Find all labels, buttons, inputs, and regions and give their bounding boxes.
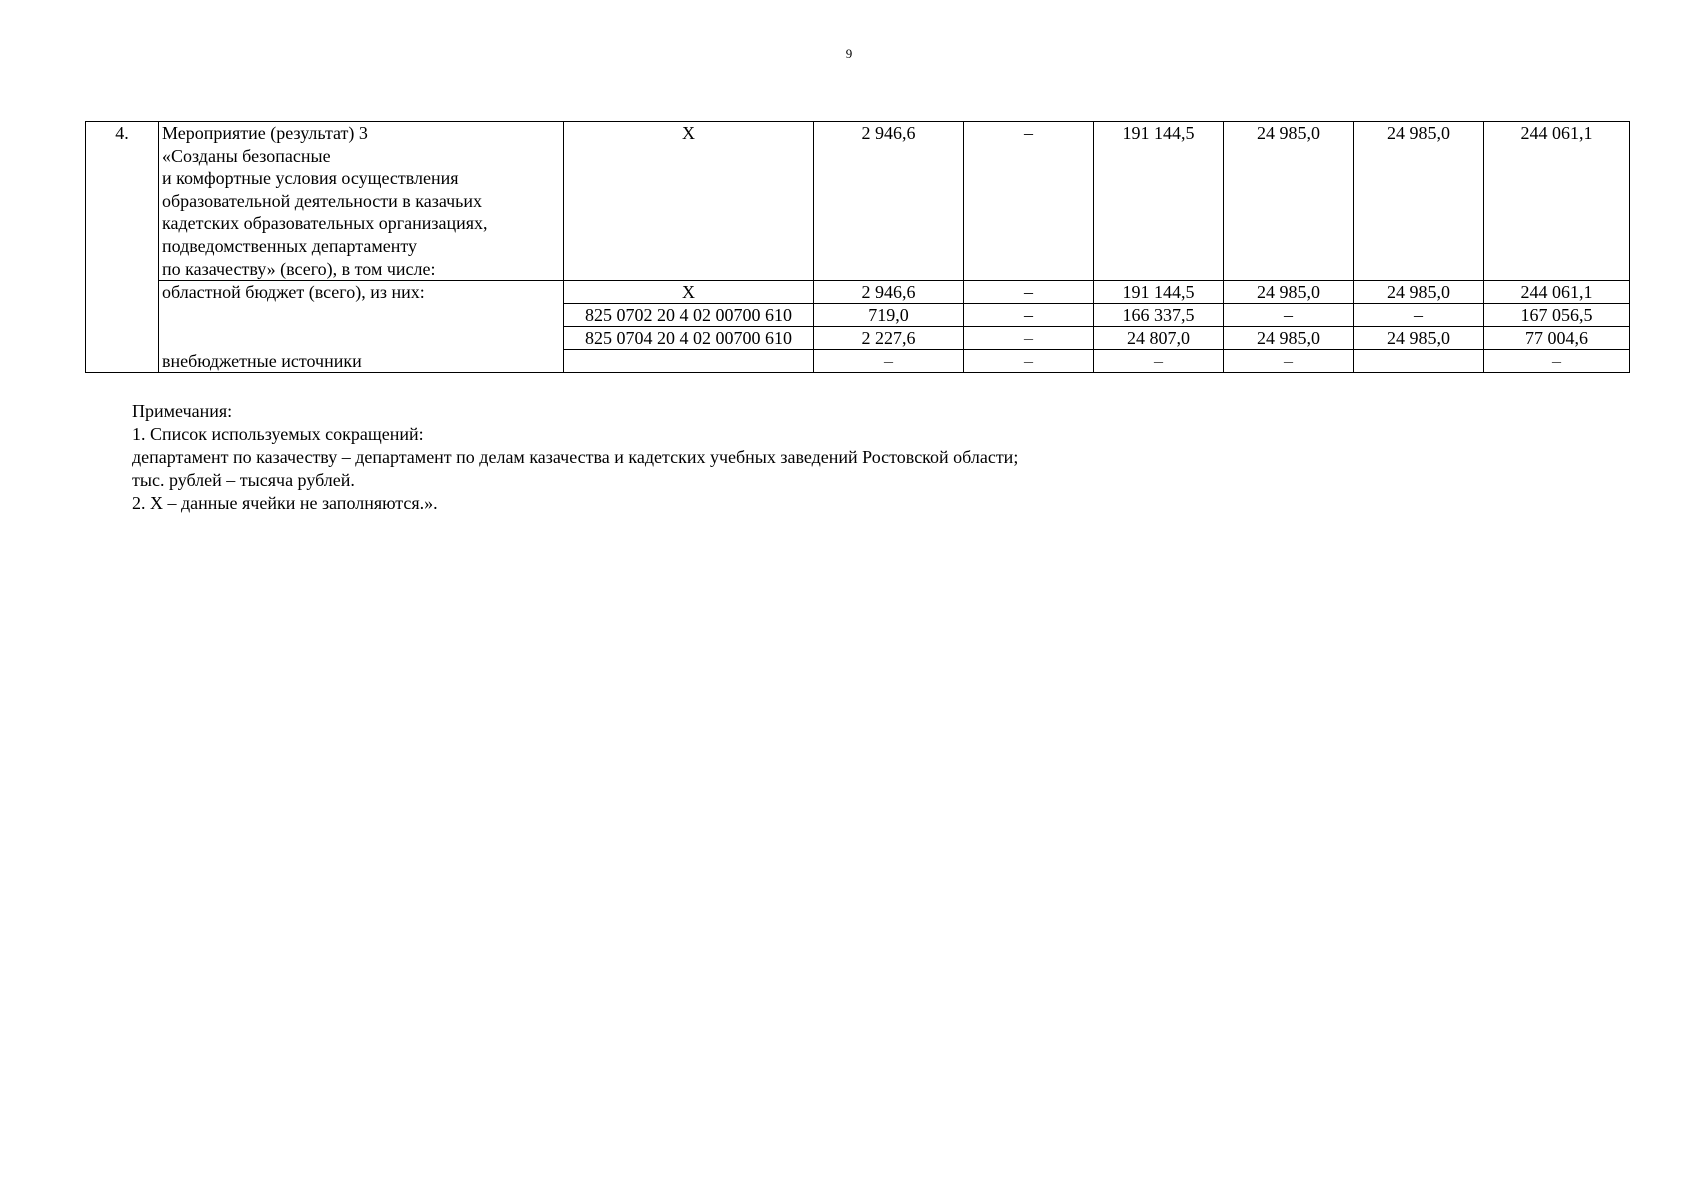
value-cell: – bbox=[964, 304, 1094, 327]
value-cell: – bbox=[964, 281, 1094, 304]
value-cell: 2 946,6 bbox=[814, 281, 964, 304]
value-cell: – bbox=[964, 350, 1094, 373]
value-cell: – bbox=[1224, 350, 1354, 373]
value-cell: 24 985,0 bbox=[1224, 281, 1354, 304]
budget-code-cell: 825 0702 20 4 02 00700 610 bbox=[564, 304, 814, 327]
budget-code-cell: X bbox=[564, 281, 814, 304]
notes-line: 1. Список используемых сокращений: bbox=[132, 424, 424, 444]
extra-budget-label: внебюджетные источники bbox=[159, 350, 564, 373]
notes-section bbox=[132, 400, 1018, 515]
description-line: образовательной деятельности в казачьих bbox=[162, 190, 483, 211]
value-cell bbox=[1354, 350, 1484, 373]
value-cell: – bbox=[1224, 304, 1354, 327]
value-cell: – bbox=[1094, 350, 1224, 373]
description-line: «Созданы безопасные bbox=[162, 145, 331, 166]
value-cell: 24 985,0 bbox=[1354, 281, 1484, 304]
value-cell: 191 144,5 bbox=[1094, 122, 1224, 281]
notes-title: Примечания: bbox=[132, 401, 233, 421]
notes-line: департамент по казачеству – департамент по делам казачества и кадетских учебных заведений Ростовской области; bbox=[132, 447, 1019, 467]
value-cell: 166 337,5 bbox=[1094, 304, 1224, 327]
total-cell: – bbox=[1484, 350, 1630, 373]
description-line: Мероприятие (результат) 3 bbox=[162, 123, 368, 143]
value-cell: 24 985,0 bbox=[1354, 327, 1484, 350]
value-cell: 191 144,5 bbox=[1094, 281, 1224, 304]
regional-budget-label: областной бюджет (всего), из них: bbox=[159, 281, 564, 350]
description-line: по казачеству» (всего), в том числе: bbox=[162, 258, 436, 279]
value-cell: 24 985,0 bbox=[1224, 327, 1354, 350]
value-cell: 719,0 bbox=[814, 304, 964, 327]
total-cell: 244 061,1 bbox=[1484, 281, 1630, 304]
value-cell: – bbox=[964, 327, 1094, 350]
notes-line: тыс. рублей – тысяча рублей. bbox=[132, 470, 355, 490]
value-cell: – bbox=[1354, 304, 1484, 327]
total-cell: 244 061,1 bbox=[1484, 122, 1630, 281]
budget-table bbox=[85, 121, 1630, 373]
table-row-regional bbox=[86, 281, 1630, 304]
value-cell: – bbox=[964, 122, 1094, 281]
value-cell: – bbox=[814, 350, 964, 373]
value-cell: 2 227,6 bbox=[814, 327, 964, 350]
budget-code-cell: 825 0704 20 4 02 00700 610 bbox=[564, 327, 814, 350]
description-line: кадетских образовательных организациях, bbox=[162, 213, 488, 234]
budget-code-cell bbox=[564, 350, 814, 373]
value-cell: 24 985,0 bbox=[1224, 122, 1354, 281]
description-line: подведомственных департаменту bbox=[162, 235, 417, 256]
total-cell: 167 056,5 bbox=[1484, 304, 1630, 327]
table-row-extra bbox=[86, 350, 1630, 373]
table-row-main bbox=[86, 122, 1630, 281]
value-cell: 2 946,6 bbox=[814, 122, 964, 281]
value-cell: 24 985,0 bbox=[1354, 122, 1484, 281]
value-cell: 24 807,0 bbox=[1094, 327, 1224, 350]
event-description bbox=[159, 122, 564, 281]
page-number: 9 bbox=[845, 46, 853, 61]
description-line: и комфортные условия осуществления bbox=[162, 168, 459, 189]
budget-code-cell: X bbox=[564, 122, 814, 281]
total-cell: 77 004,6 bbox=[1484, 327, 1630, 350]
notes-line: 2. X – данные ячейки не заполняются.». bbox=[132, 493, 438, 513]
row-number: 4. bbox=[86, 122, 159, 373]
